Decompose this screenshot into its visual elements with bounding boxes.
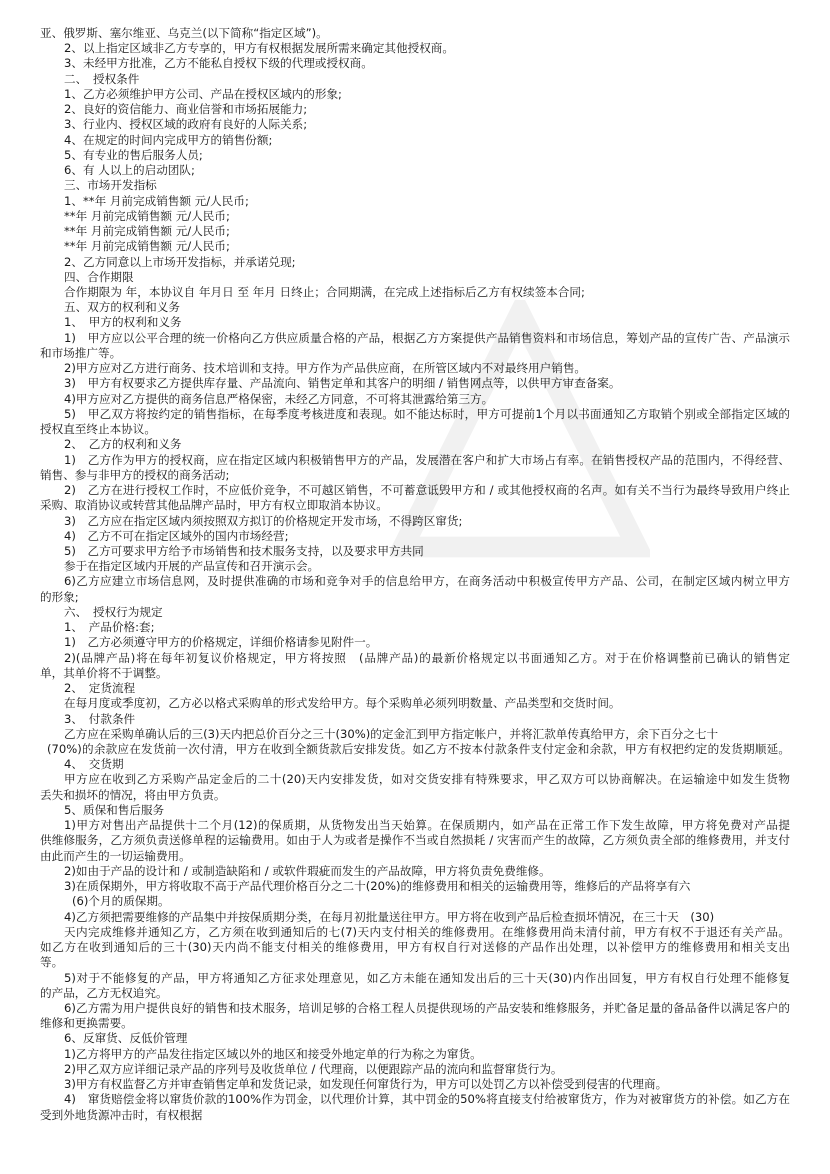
document-line: 亚、俄罗斯、塞尔维亚、乌克兰(以下简称“指定区域”)。	[40, 26, 328, 40]
document-line: 1、乙方必须维护甲方公司、产品在授权区域内的形象;	[64, 86, 342, 101]
document-line: 2)(品牌产品)将在每年初复议价格规定，甲方将按照 (品牌产品)的最新价格规定以书面通知乙方。对于在价格调整前已确认的销售定	[64, 650, 790, 665]
document-line: 五、双方的权利和义务	[64, 300, 180, 315]
document-line: **年 月前完成销售额 元/人民币;	[64, 239, 230, 254]
document-line: 4) 乙方不可在指定区域外的国内市场经营;	[64, 528, 289, 543]
document-line: 4)乙方须把需要维修的产品集中并按保质期分类，在每月初批量送往甲方。甲方将在收到产品后检查损坏情况，在三十天 (30)	[64, 909, 715, 924]
document-line: 授权直至终止本协议。	[40, 422, 156, 437]
document-body	[0, 26, 830, 1123]
document-line: 1) 乙方作为甲方的授权商，应在指定区域内积极销售甲方的产品，发展潜在客户和扩大市场占有率。在销售授权产品的范围内，不得经营、	[64, 452, 790, 467]
document-line: 1、 产品价格:套;	[64, 620, 155, 635]
document-line: 3)甲方有权监督乙方并审查销售定单和发货记录，如发现任何窜货行为，甲方可以处罚乙方以补偿受到侵害的代理商。	[64, 1077, 668, 1092]
document-line: 的产品，乙方无权追究。	[40, 985, 168, 1000]
document-line: 4)甲方应对乙方提供的商务信息严格保密，未经乙方同意，不可将其泄露给第三方。	[64, 391, 494, 406]
document-line: 采购、取消协议或转营其他品牌产品时，甲方有权立即取消本协议。	[40, 498, 388, 513]
document-line: **年 月前完成销售额 元/人民币;	[64, 208, 230, 223]
document-line: 2)甲方应对乙方进行商务、技术培训和支持。甲方作为产品供应商，在所管区域内不对最终用户销售。	[64, 361, 587, 376]
document-line: 如乙方在收到通知后的三十(30)天内尚不能支付相关的维修费用，甲方有权自行对送修的产品作出处理，以补偿甲方的维修费用和相关支出	[40, 940, 790, 955]
document-line: 丢失和损坏的情况，将由甲方负责。	[40, 787, 226, 802]
document-line: 3) 乙方应在指定区域内须按照双方拟订的价格规定开发市场，不得跨区窜货;	[64, 513, 463, 528]
document-line: 由此而产生的一切运输费用。	[40, 848, 191, 863]
document-line: 1、**年 月前完成销售额 元/人民币;	[64, 193, 249, 208]
document-line: 4、 交货期	[64, 757, 124, 772]
document-line: 二、 授权条件	[64, 71, 140, 86]
document-line: 4、在规定的时间内完成甲方的销售份额;	[64, 132, 273, 147]
document-line: 2、良好的资信能力、商业信誉和市场拓展能力;	[64, 102, 308, 117]
document-line: 合作期限为 年，本协议自 年月日 至 年月 日终止；合同期满，在完成上述指标后乙方有权续签本合同;	[64, 284, 585, 299]
document-line: 销售、参与非甲方的授权的商务活动;	[40, 467, 230, 482]
document-line: 三、市场开发指标	[64, 178, 157, 193]
document-line: 6)乙方需为用户提供良好的销售和技术服务，培训足够的合格工程人员提供现场的产品安装和维修服务，并贮备足量的备品备件以满足客户的	[64, 1001, 790, 1015]
document-line: 1) 甲方应以公平合理的统一价格向乙方供应质量合格的产品，根据乙方方案提供产品销售资料和市场信息，筹划产品的宣传广告、产品演示	[64, 330, 790, 345]
document-line: 四、合作期限	[64, 269, 134, 284]
document-line: 5)对于不能修复的产品，甲方将通知乙方征求处理意见，如乙方未能在通知发出后的三十天(30)内作出回复，甲方有权自行处理不能修复	[64, 970, 790, 985]
document-line: 2、乙方同意以上市场开发指标，并承诺兑现;	[64, 254, 296, 269]
document-line: 6、反窜货、反低价管理	[64, 1031, 188, 1046]
document-line: 5) 甲乙双方将按约定的销售指标，在每季度考核进度和表现。如不能达标时，甲方可提前1个月以书面通知乙方取销个别或全部指定区域的	[64, 406, 790, 421]
document-line: 供维修服务，乙方须负责送修单程的运输费用。如由于人为或者是操作不当或自然损耗 / 灾害而产生的故障，乙方须负责全部的维修费用，并支付	[40, 833, 790, 848]
document-line: 2)甲乙双方应详细记录产品的序列号及收货单位 / 代理商，以便跟踪产品的流向和监督窜货行为。	[64, 1061, 563, 1076]
document-line: (70%)的余款应在发货前一次付清，甲方在收到全额货款后安排发货。如乙方不按本付款条件支付定金和余款，甲方有权把约定的发货期顺延。	[47, 742, 790, 757]
document-line: 2、以上指定区域非乙方专享的，甲方有权根据发展所需来确定其他授权商。	[64, 41, 454, 56]
document-line: 等。	[40, 955, 64, 970]
document-line: 3、行业内、授权区域的政府有良好的人际关系;	[64, 117, 308, 132]
document-line: 1、 甲方的权利和义务	[64, 315, 182, 330]
document-line: 2) 乙方在进行授权工作时，不应低价竞争，不可越区销售，不可蓄意诋毁甲方和 / 或其他授权商的名声。如有关不当行为最终导致用户终止	[64, 483, 790, 498]
document-line: 在每月度或季度初，乙方必以格式采购单的形式发给甲方。每个采购单必须列明数量、产品类型和交货时间。	[64, 696, 621, 711]
document-line: 和市场推广等。	[40, 345, 122, 360]
document-line: 3) 甲方有权要求乙方提供库存量、产品流向、销售定单和其客户的明细 / 销售网点等，以供甲方审查备案。	[64, 376, 621, 391]
document-line: 2)如由于产品的设计和 / 或制造缺陷和 / 或软件瑕疵而发生的产品故障，甲方将负责免费维修。	[64, 863, 551, 878]
document-line: 六、 授权行为规定	[64, 604, 163, 619]
document-line: 乙方应在采购单确认后的三(3)天内把总价百分之三十(30%)的定金汇到甲方指定帐户，并将汇款单传真给甲方，余下百分之七十	[64, 726, 719, 741]
document-line: 的形象;	[40, 589, 79, 604]
document-line: 单，其单价将不于调整。	[40, 665, 168, 680]
document-line: 受到外地货源冲击时，有权根据	[40, 1107, 203, 1122]
document-line: 3、未经甲方批准，乙方不能私自授权下级的代理或授权商。	[64, 56, 373, 71]
document-line: 6、有 人以上的启动团队;	[64, 163, 195, 178]
document-line: 4) 窜货赔偿金将以窜货价款的100%作为罚金，以代理价计算，其中罚金的50%将直接支付给被窜货方，作为对被窜货方的补偿。如乙方在	[64, 1092, 790, 1107]
document-line: 5、质保和售后服务	[64, 802, 165, 817]
document-line: 1)甲方对售出产品提供十二个月(12)的保质期，从货物发出当天始算。在保质期内，如产品在正常工作下发生故障，甲方将免费对产品提	[64, 818, 790, 833]
document-line: 维修和更换需要。	[40, 1016, 133, 1031]
document-line: 5) 乙方可要求甲方给予市场销售和技术服务支持，以及要求甲方共同	[64, 543, 424, 558]
document-line: 甲方应在收到乙方采购产品定金后的二十(20)天内安排发货，如对交货安排有特殊要求，甲乙双方可以协商解决。在运输途中如发生货物	[64, 772, 790, 787]
document-line: 3、 付款条件	[64, 711, 136, 726]
document-line: 3)在质保期外，甲方将收取不高于产品代理价格百分之二十(20%)的维修费用和相关的运输费用等，维修后的产品将享有六	[64, 879, 691, 894]
document-line: 6)乙方应建立市场信息网，及时提供准确的市场和竞争对手的信息给甲方，在商务活动中积极宣传甲方产品、公司，在制定区域内树立甲方	[64, 574, 790, 589]
document-line: 参于在指定区域内开展的产品宣传和召开演示会。	[64, 559, 320, 574]
document-line: 1)乙方将甲方的产品发往指定区域以外的地区和接受外地定单的行为称之为窜货。	[64, 1046, 482, 1061]
document-line: 2、 定货流程	[64, 681, 136, 696]
document-line: 1) 乙方必须遵守甲方的价格规定，详细价格请参见附件一。	[64, 635, 378, 650]
document-line: 天内完成维修并通知乙方，乙方须在收到通知后的七(7)天内支付相关的维修费用。在维修费用尚未清付前，甲方有权不于退还有关产品。	[64, 924, 790, 939]
document-line: **年 月前完成销售额 元/人民币;	[64, 224, 230, 239]
document-line: 5、有专业的售后服务人员;	[64, 147, 203, 162]
document-line: (6)个月的质保期。	[72, 894, 170, 909]
document-line: 2、 乙方的权利和义务	[64, 437, 182, 452]
